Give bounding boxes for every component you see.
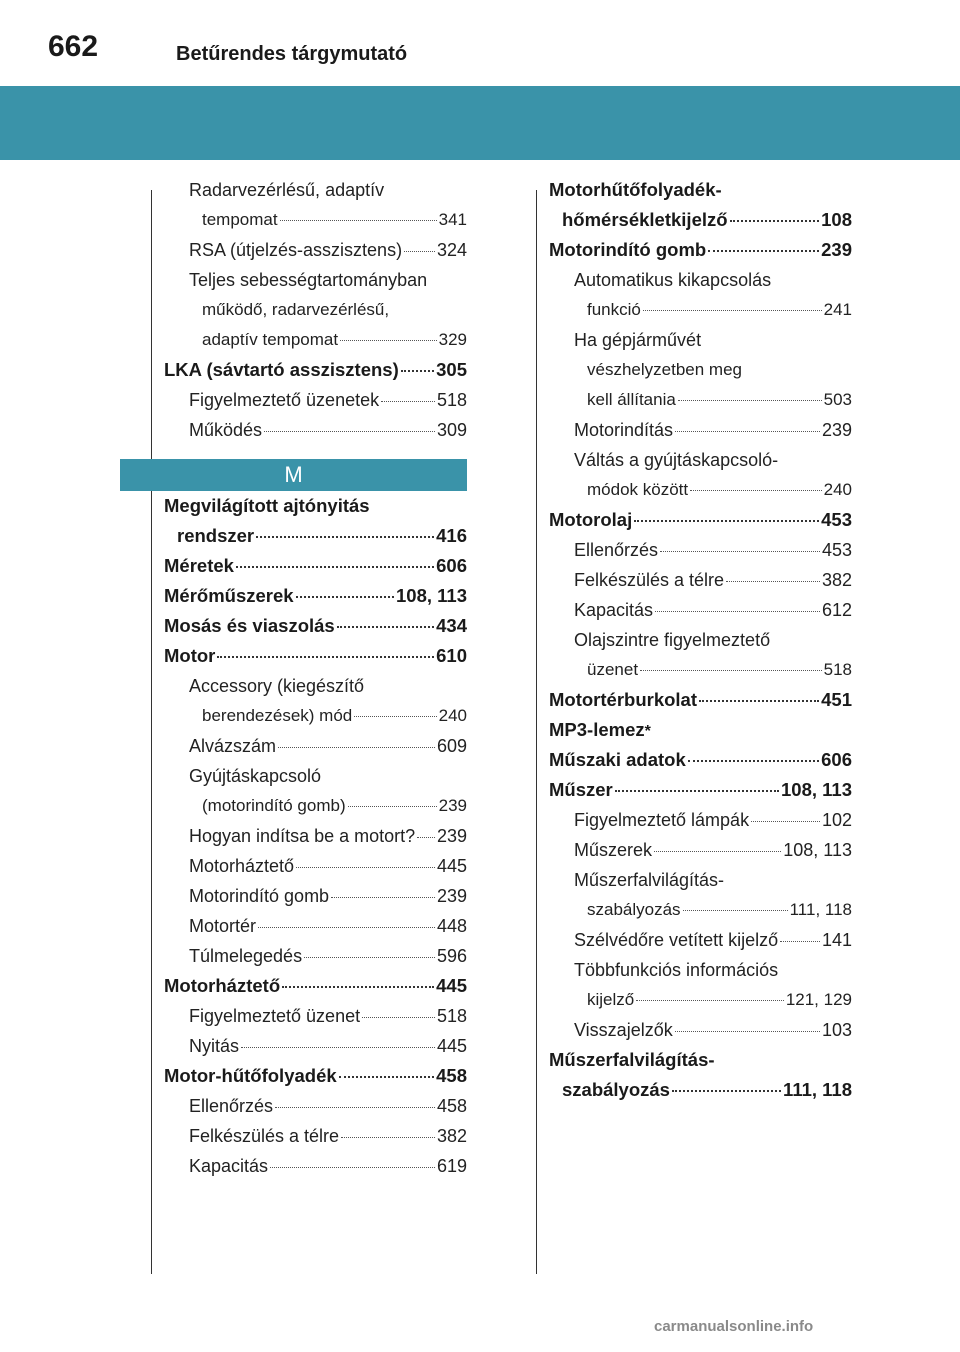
page-number: 662	[48, 30, 99, 63]
index-entry-page: 324	[436, 240, 467, 260]
index-entry-page: 102	[821, 810, 852, 830]
index-entry	[549, 655, 852, 685]
index-entry-page: 445	[436, 975, 467, 996]
index-entry	[164, 611, 467, 641]
dot-leader	[236, 566, 434, 568]
index-entry-page: 453	[821, 540, 852, 560]
dot-leader	[362, 1017, 435, 1018]
index-entry-page: 382	[436, 1126, 467, 1146]
index-entry	[164, 671, 467, 701]
index-entry-text: Műszerfalvilágítás-	[574, 870, 725, 890]
index-entry-page: 606	[821, 749, 852, 770]
index-entry-text: Visszajelzők	[574, 1020, 673, 1040]
index-entry-text: Szélvédőre vetített kijelző	[574, 930, 779, 950]
index-entry-page: 503	[823, 390, 852, 409]
dot-leader	[699, 700, 819, 702]
index-column-right	[549, 175, 852, 1105]
index-entry	[164, 415, 467, 445]
dot-leader	[688, 760, 819, 762]
dot-leader	[654, 851, 781, 852]
index-entry	[549, 625, 852, 655]
index-entry: MP3-lemez *	[549, 715, 852, 745]
dot-leader	[337, 626, 434, 628]
index-entry	[164, 821, 467, 851]
dot-leader	[280, 220, 437, 221]
index-entry	[164, 731, 467, 761]
index-entry-text: Túlmelegedés	[189, 946, 303, 966]
index-entry-page: 445	[436, 856, 467, 876]
index-entry	[549, 985, 852, 1015]
index-entry-text: Működés	[189, 420, 263, 440]
index-entry-text: működő, radarvezérlésű,	[202, 300, 390, 319]
index-entry-page: 416	[436, 525, 467, 546]
index-column-left	[164, 175, 467, 1181]
dot-leader	[675, 1031, 820, 1032]
index-entry	[164, 175, 467, 205]
index-entry-text: szabályozás	[562, 1079, 670, 1100]
letter-heading-m: M	[120, 459, 467, 491]
index-entry-text: Radarvezérlésű, adaptív	[189, 180, 385, 200]
index-entry-page: 239	[821, 420, 852, 440]
index-entry	[164, 701, 467, 731]
index-entry-text: (motorindító gomb)	[202, 796, 346, 815]
dot-leader	[730, 220, 820, 222]
index-entry	[549, 805, 852, 835]
index-entry-text: Többfunkciós információs	[574, 960, 779, 980]
index-entry-page: 448	[436, 916, 467, 936]
index-entry-page: 108, 113	[783, 840, 852, 860]
index-entry	[549, 265, 852, 295]
index-entry-text: Mérőműszerek	[164, 585, 294, 606]
dot-leader	[751, 821, 820, 822]
index-entry-text: Műszer	[549, 779, 613, 800]
index-entry	[549, 1015, 852, 1045]
index-entry	[549, 685, 852, 715]
index-entry	[164, 355, 467, 385]
index-entry	[164, 941, 467, 971]
dot-leader	[278, 747, 435, 748]
index-entry	[549, 325, 852, 355]
index-entry-page: 309	[436, 420, 467, 440]
index-entry-text: Accessory (kiegészítő	[189, 676, 365, 696]
dot-leader	[296, 867, 435, 868]
index-entry-page: 240	[823, 480, 852, 499]
index-entry-text: Figyelmeztető lámpák	[574, 810, 750, 830]
dot-leader	[675, 431, 820, 432]
index-entry-page: 239	[438, 796, 467, 815]
dot-leader	[726, 581, 820, 582]
index-entry	[164, 265, 467, 295]
index-entry-text: Figyelmeztető üzenet	[189, 1006, 361, 1026]
index-entry-page: 108	[821, 209, 852, 230]
index-entry-page: 518	[823, 660, 852, 679]
dot-leader	[643, 310, 822, 311]
dot-leader	[615, 790, 779, 792]
index-entry-text: vészhelyzetben meg	[587, 360, 742, 379]
index-entry-page: 240	[438, 706, 467, 725]
dot-leader	[340, 340, 437, 341]
dot-leader	[217, 656, 434, 658]
index-entry-text: Nyitás	[189, 1036, 240, 1056]
index-entry-text: Kapacitás	[189, 1156, 269, 1176]
dot-leader	[401, 370, 434, 372]
index-entry-text: módok között	[587, 480, 689, 499]
index-entry-text: Műszaki adatok	[549, 749, 686, 770]
dot-leader	[348, 806, 437, 807]
index-entry	[164, 1091, 467, 1121]
dot-leader	[636, 1000, 784, 1001]
dot-leader	[304, 957, 435, 958]
index-entry-page: 121, 129	[785, 990, 852, 1009]
index-entry-page: 111, 118	[789, 900, 852, 919]
index-entry	[549, 535, 852, 565]
index-entry-text: Alvázszám	[189, 736, 277, 756]
index-entry-page: 619	[436, 1156, 467, 1176]
index-entry-page: 518	[436, 1006, 467, 1026]
index-entry	[549, 445, 852, 475]
dot-leader	[655, 611, 820, 612]
dot-leader	[256, 536, 434, 538]
index-entry-page: 382	[821, 570, 852, 590]
index-entry	[164, 521, 467, 551]
index-entry-text: Megvilágított ajtónyitás	[164, 495, 370, 516]
index-entry	[549, 775, 852, 805]
index-entry-text: Olajszintre figyelmeztető	[574, 630, 771, 650]
index-entry-text: Automatikus kikapcsolás	[574, 270, 772, 290]
index-entry-page: 612	[821, 600, 852, 620]
index-entry-text: Motorindító gomb	[189, 886, 330, 906]
dot-leader	[296, 596, 394, 598]
index-entry-page: 453	[821, 509, 852, 530]
dot-leader	[404, 251, 435, 252]
index-entry-page: 341	[438, 210, 467, 229]
index-list-m-continued	[549, 175, 852, 1105]
dot-leader	[270, 1167, 435, 1168]
index-entry-text: Motortér	[189, 916, 257, 936]
index-entry-page: 239	[436, 886, 467, 906]
header-band	[0, 86, 960, 160]
index-entry	[164, 235, 467, 265]
index-entry	[164, 1031, 467, 1061]
index-entry	[164, 385, 467, 415]
index-entry	[164, 1061, 467, 1091]
index-entry-text: Ha gépjárművét	[574, 330, 702, 350]
index-entry	[549, 235, 852, 265]
index-entry	[164, 641, 467, 671]
index-entry-text: Felkészülés a télre	[189, 1126, 340, 1146]
left-column-rule	[151, 190, 152, 1274]
dot-leader	[660, 551, 820, 552]
index-entry	[164, 791, 467, 821]
index-entry-text: Motorindítás	[574, 420, 674, 440]
dot-leader	[678, 400, 822, 401]
index-entry-text: rendszer	[177, 525, 255, 546]
index-entry	[164, 295, 467, 325]
index-entry-text: üzenet	[587, 660, 639, 679]
dot-leader	[672, 1090, 781, 1092]
index-entry-page: 239	[821, 239, 852, 260]
index-entry-page: 458	[436, 1065, 467, 1086]
index-entry-page: 434	[436, 615, 467, 636]
index-entry-page: 111, 118	[783, 1079, 852, 1100]
index-entry	[549, 565, 852, 595]
index-entry-text: adaptív tempomat	[202, 330, 339, 349]
index-entry-text: Motorolaj	[549, 509, 633, 530]
index-entry-text: Motor-hűtőfolyadék	[164, 1065, 337, 1086]
index-entry	[549, 415, 852, 445]
index-entry-text: Motorháztető	[189, 856, 295, 876]
index-entry-text: Műszerfalvilágítás-	[549, 1049, 715, 1070]
index-entry	[549, 865, 852, 895]
index-entry-text: Műszerek	[574, 840, 653, 860]
index-entry-page: 451	[821, 689, 852, 710]
index-entry-text: RSA (útjelzés-asszisztens)	[189, 240, 403, 260]
index-entry	[549, 1045, 852, 1075]
index-entry	[549, 355, 852, 385]
index-entry	[164, 491, 467, 521]
index-entry-text: MP3-lemez	[549, 719, 645, 740]
index-entry	[549, 385, 852, 415]
index-entry	[549, 835, 852, 865]
dot-leader	[780, 941, 820, 942]
dot-leader	[331, 897, 435, 898]
right-column-rule	[536, 190, 537, 1274]
index-entry-text: berendezések) mód	[202, 706, 353, 725]
index-entry-page: 458	[436, 1096, 467, 1116]
dot-leader	[241, 1047, 435, 1048]
index-entry	[164, 205, 467, 235]
index-entry-page: 108, 113	[396, 585, 467, 606]
index-entry-text: Motortérburkolat	[549, 689, 697, 710]
index-entry-page: 239	[436, 826, 467, 846]
index-entry	[549, 925, 852, 955]
dot-leader	[381, 401, 435, 402]
index-entry-text: Motor	[164, 645, 216, 666]
index-entry	[164, 971, 467, 1001]
index-entry	[549, 745, 852, 775]
index-entry	[549, 595, 852, 625]
index-entry-page: 103	[821, 1020, 852, 1040]
dot-leader	[282, 986, 434, 988]
index-entry-page: 329	[438, 330, 467, 349]
index-entry-text: hőmérsékletkijelző	[562, 209, 728, 230]
index-entry	[164, 851, 467, 881]
index-entry	[549, 1075, 852, 1105]
dot-leader	[339, 1076, 434, 1078]
dot-leader	[258, 927, 435, 928]
index-entry-text: Váltás a gyújtáskapcsoló-	[574, 450, 779, 470]
index-entry-text: Gyújtáskapcsoló	[189, 766, 322, 786]
dot-leader	[708, 250, 819, 252]
dot-leader	[690, 490, 822, 491]
index-entry	[164, 881, 467, 911]
index-entry-text: Motorhűtőfolyadék-	[549, 179, 722, 200]
index-entry	[549, 475, 852, 505]
index-entry-page: 606	[436, 555, 467, 576]
index-entry-text: Teljes sebességtartományban	[189, 270, 428, 290]
index-entry	[549, 895, 852, 925]
index-entry-text: tempomat	[202, 210, 278, 229]
index-entry-text: kell állítania	[587, 390, 676, 409]
index-entry-text: Ellenőrzés	[189, 1096, 274, 1116]
section-title: Betűrendes tárgymutató	[176, 43, 408, 65]
index-entry-page: 241	[823, 300, 852, 319]
dot-leader	[264, 431, 435, 432]
index-entry-text: Hogyan indítsa be a motort?	[189, 826, 416, 846]
index-entry-text: Motorindító gomb	[549, 239, 707, 260]
index-entry	[164, 911, 467, 941]
index-entry-text: Kapacitás	[574, 600, 654, 620]
index-entry-text: Figyelmeztető üzenetek	[189, 390, 380, 410]
dot-leader	[341, 1137, 435, 1138]
index-entry	[549, 175, 852, 205]
index-entry	[549, 205, 852, 235]
index-list-m	[164, 491, 467, 1181]
index-entry-text: szabályozás	[587, 900, 681, 919]
index-entry-page: 108, 113	[781, 779, 852, 800]
index-entry	[164, 1151, 467, 1181]
index-entry-page: 609	[436, 736, 467, 756]
index-entry	[164, 581, 467, 611]
index-entry-text: Motorháztető	[164, 975, 281, 996]
dot-leader	[640, 670, 822, 671]
index-entry-text: Ellenőrzés	[574, 540, 659, 560]
dot-leader	[354, 716, 436, 717]
index-entry-text: LKA (sávtartó asszisztens)	[164, 359, 399, 380]
index-entry-page: 445	[436, 1036, 467, 1056]
index-entry-page: 518	[436, 390, 467, 410]
dot-leader	[683, 910, 788, 911]
index-entry-text: kijelző	[587, 990, 635, 1009]
index-entry-page: 305	[436, 359, 467, 380]
index-entry-text: funkció	[587, 300, 641, 319]
index-entry-text: Felkészülés a télre	[574, 570, 725, 590]
dot-leader	[417, 837, 435, 838]
dot-leader	[275, 1107, 435, 1108]
index-entry	[549, 295, 852, 325]
index-entry	[164, 761, 467, 791]
index-entry	[164, 551, 467, 581]
watermark: carmanualsonline.info	[654, 1318, 814, 1335]
index-entry	[164, 325, 467, 355]
index-entry-page: 596	[436, 946, 467, 966]
index-entry	[164, 1121, 467, 1151]
index-entry-text: Méretek	[164, 555, 234, 576]
index-entry	[549, 505, 852, 535]
page-header	[0, 0, 960, 86]
dot-leader	[634, 520, 819, 522]
index-entry	[549, 955, 852, 985]
index-entry-page: 610	[436, 645, 467, 666]
index-entry-page: 141	[821, 930, 852, 950]
index-entry-text: Mosás és viaszolás	[164, 615, 335, 636]
index-list-l	[164, 175, 467, 445]
index-entry	[164, 1001, 467, 1031]
